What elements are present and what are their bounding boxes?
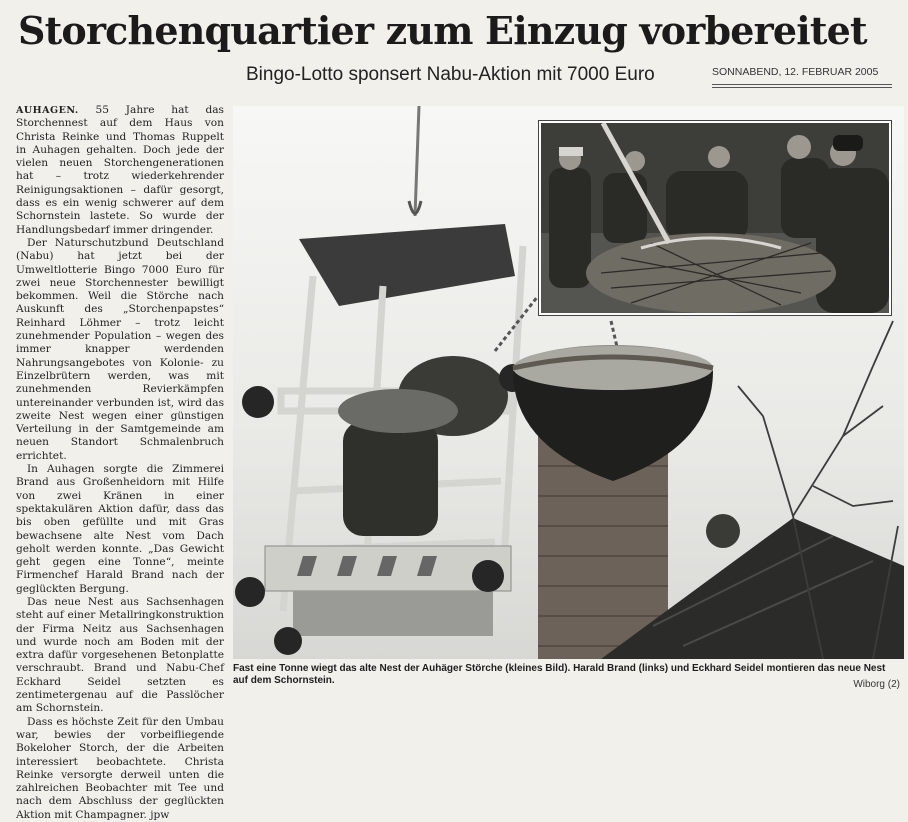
subheadline: Bingo-Lotto sponsert Nabu-Aktion mit 7000 Euro (246, 64, 655, 85)
inset-photo (539, 121, 891, 315)
article-body (16, 104, 224, 822)
headline: Storchenquartier zum Einzug vorbereitet (18, 8, 867, 53)
article-place: AUHAGEN. (16, 105, 79, 116)
article-paragraph: In Auhagen sorgte die Zimmerei Brand aus Großenheidorn mit Hilfe von zwei Kränen in einer spektakulären Aktion dafür, dass das bis oben gefüllte und mit Gras bewachsene alte Nest vom Dach geholt werden konnte. „Das Gewicht geht gegen eine Tonne“, meinte Firmenchef Harald Brand nach der geglückten Bergung. (16, 463, 224, 595)
photo-credit: Wiborg (2) (853, 679, 900, 690)
article-paragraph: Dass es höchste Zeit für den Umbau war, bewies der vorbeifliegende Bokeloher Storch, der die Arbeiten interessiert beobachtete. Christa Reinke versorgte derweil unten die zahlreichen Beobachter mit Tee und nach dem Abschluss der geglückten Aktion mit Champagner. jpw (16, 715, 224, 821)
article-paragraph: AUHAGEN. 55 Jahre hat das Storchennest auf dem Haus von Christa Reinke und Thomas Ruppelt in Auhagen gehalten. Doch jede der vielen neuen Storchengenerationen hat – trotz wiederkehrender Reinigungsaktionen – dafür gesorgt, dass es ein wenig schwerer auf dem Schornstein lastete. So wurde der Handlungsbedarf immer dringender. (16, 104, 224, 236)
photo-caption: Fast eine Tonne wiegt das alte Nest der Auhäger Störche (kleines Bild). Harald Brand (links) und Eckhard Seidel montieren das neue Nest auf dem Schornstein. (233, 663, 886, 686)
article-paragraph: Der Naturschutzbund Deutschland (Nabu) hat jetzt bei der Umweltlotterie Bingo 7000 Euro für zwei neue Storchennester bewilligt bekommen. Weil die Störche nach Auskunft des „Storchenpapstes“ Reinhard Löhmer – trotz leicht zunehmender Population – wegen des immer knapper werdenden Nahrungsangebotes von Kolonie- zu Einzelbrütern werden, was mit zunehmenden Revierkämpfen untereinander verbunden ist, wird das zweite Nest wegen einer günstigen Verteilung in der Samtgemeinde am neuen Standort Schmalenbruch errichtet. (16, 236, 224, 462)
article-paragraph: Das neue Nest aus Sachsenhagen steht auf einer Metallringkonstruktion der Firma Neitz aus Sachsenhagen und wurde noch am Boden mit der extra dafür vorgesehenen Betonplatte verschraubt. Brand und Nabu-Chef Eckhard Seidel setzten es zentimetergenau auf die Passlöcher am Schornstein. (16, 595, 224, 715)
old-nest-illustration (541, 123, 889, 313)
dateline: SONNABEND, 12. FEBRUAR 2005 (712, 66, 892, 88)
